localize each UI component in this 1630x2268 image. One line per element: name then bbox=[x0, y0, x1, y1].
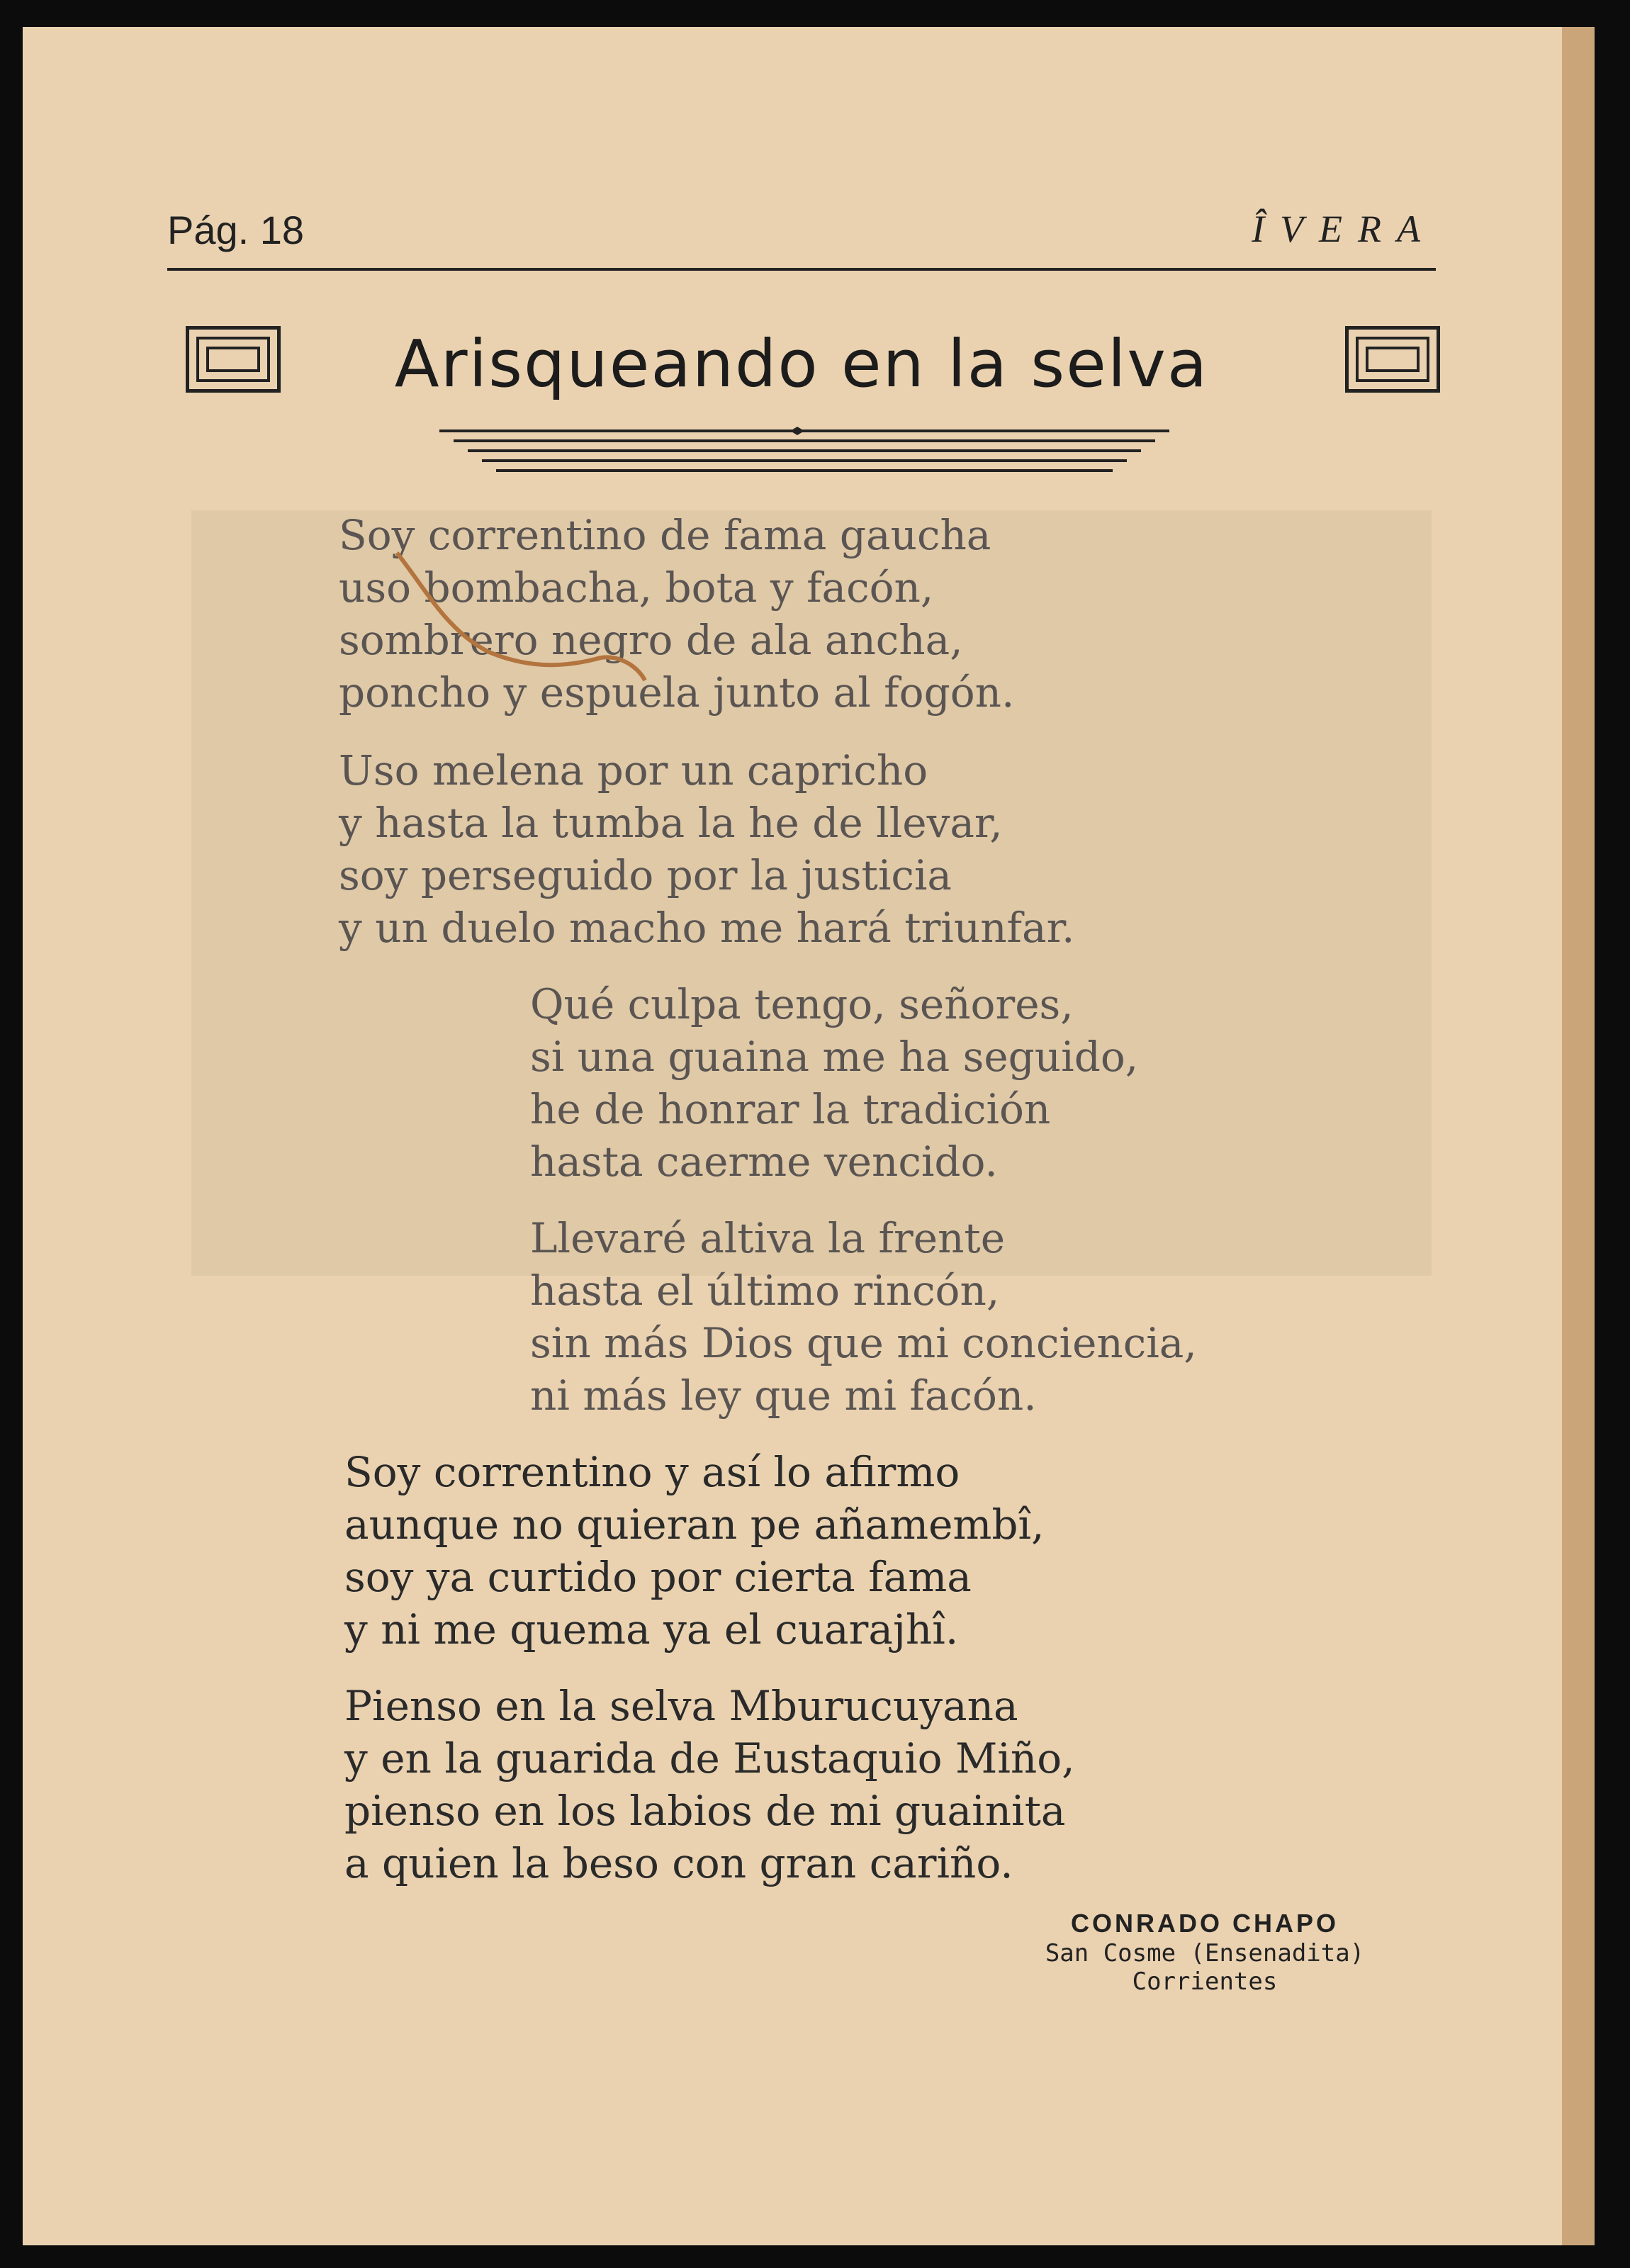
verse-line: y en la guarida de Eustaquio Miño, bbox=[344, 1734, 1075, 1783]
verse-line: soy perseguido por la justicia bbox=[339, 851, 952, 899]
author-place: San Cosme (Ensenadita) bbox=[1045, 1939, 1365, 1967]
verse-line: si una guaina me ha seguido, bbox=[530, 1033, 1139, 1081]
verse-line: y un duelo macho me hará triunfar. bbox=[339, 904, 1075, 952]
verse-line: aunque no quieran pe añamembî, bbox=[344, 1500, 1045, 1549]
page-header bbox=[167, 207, 1436, 271]
verse-line: hasta caerme vencido. bbox=[530, 1138, 998, 1186]
title-rule-ornament bbox=[439, 425, 1169, 482]
verse-line: a quien la beso con gran cariño. bbox=[344, 1839, 1013, 1887]
verse-line: Qué culpa tengo, señores, bbox=[530, 980, 1074, 1028]
author-name: CONRADO CHAPO bbox=[1070, 1909, 1339, 1938]
verse-line: y ni me quema ya el cuarajhî. bbox=[344, 1605, 959, 1654]
verse-line: ni más ley que mi facón. bbox=[530, 1371, 1037, 1420]
stanza-4 bbox=[530, 1212, 1197, 1422]
right-ornament-icon bbox=[1345, 326, 1440, 393]
verse-line: Soy correntino y así lo afirmo bbox=[344, 1448, 960, 1496]
stanza-6 bbox=[344, 1680, 1075, 1890]
stanza-5 bbox=[344, 1446, 1045, 1656]
verse-line: y hasta la tumba la he de llevar, bbox=[339, 799, 1003, 847]
journal-name: ÎVERA bbox=[1252, 208, 1436, 250]
verse-line: Uso melena por un capricho bbox=[339, 746, 928, 795]
verse-line: Pienso en la selva Mburucuyana bbox=[344, 1682, 1018, 1730]
verse-line: pienso en los labios de mi guainita bbox=[344, 1787, 1066, 1835]
author-signature bbox=[985, 1908, 1424, 1996]
page-gutter bbox=[1562, 27, 1590, 2245]
stanza-2 bbox=[339, 744, 1074, 954]
poem-title: Arisqueando en la selva bbox=[394, 326, 1209, 402]
page-number: Pág. 18 bbox=[167, 208, 305, 252]
title-row bbox=[160, 312, 1443, 425]
author-province: Corrientes bbox=[1132, 1967, 1278, 1996]
paper-tear-mark bbox=[383, 546, 751, 687]
verse-line: Llevaré altiva la frente bbox=[530, 1214, 1006, 1262]
verse-line: poncho y espuela junto al fogón. bbox=[339, 668, 1015, 717]
verse-line: sombrero negro de ala ancha, bbox=[339, 616, 963, 664]
header-rule bbox=[167, 268, 1436, 271]
verse-line: sin más Dios que mi conciencia, bbox=[530, 1319, 1197, 1367]
verse-line: soy ya curtido por cierta fama bbox=[344, 1553, 972, 1601]
stanza-3 bbox=[530, 978, 1138, 1188]
verse-line: he de honrar la tradición bbox=[530, 1085, 1051, 1133]
verse-line: Soy correntino de fama gaucha bbox=[339, 511, 991, 559]
verse-line: uso bombacha, bota y facón, bbox=[339, 563, 934, 612]
verse-line: hasta el último rincón, bbox=[530, 1267, 1000, 1315]
